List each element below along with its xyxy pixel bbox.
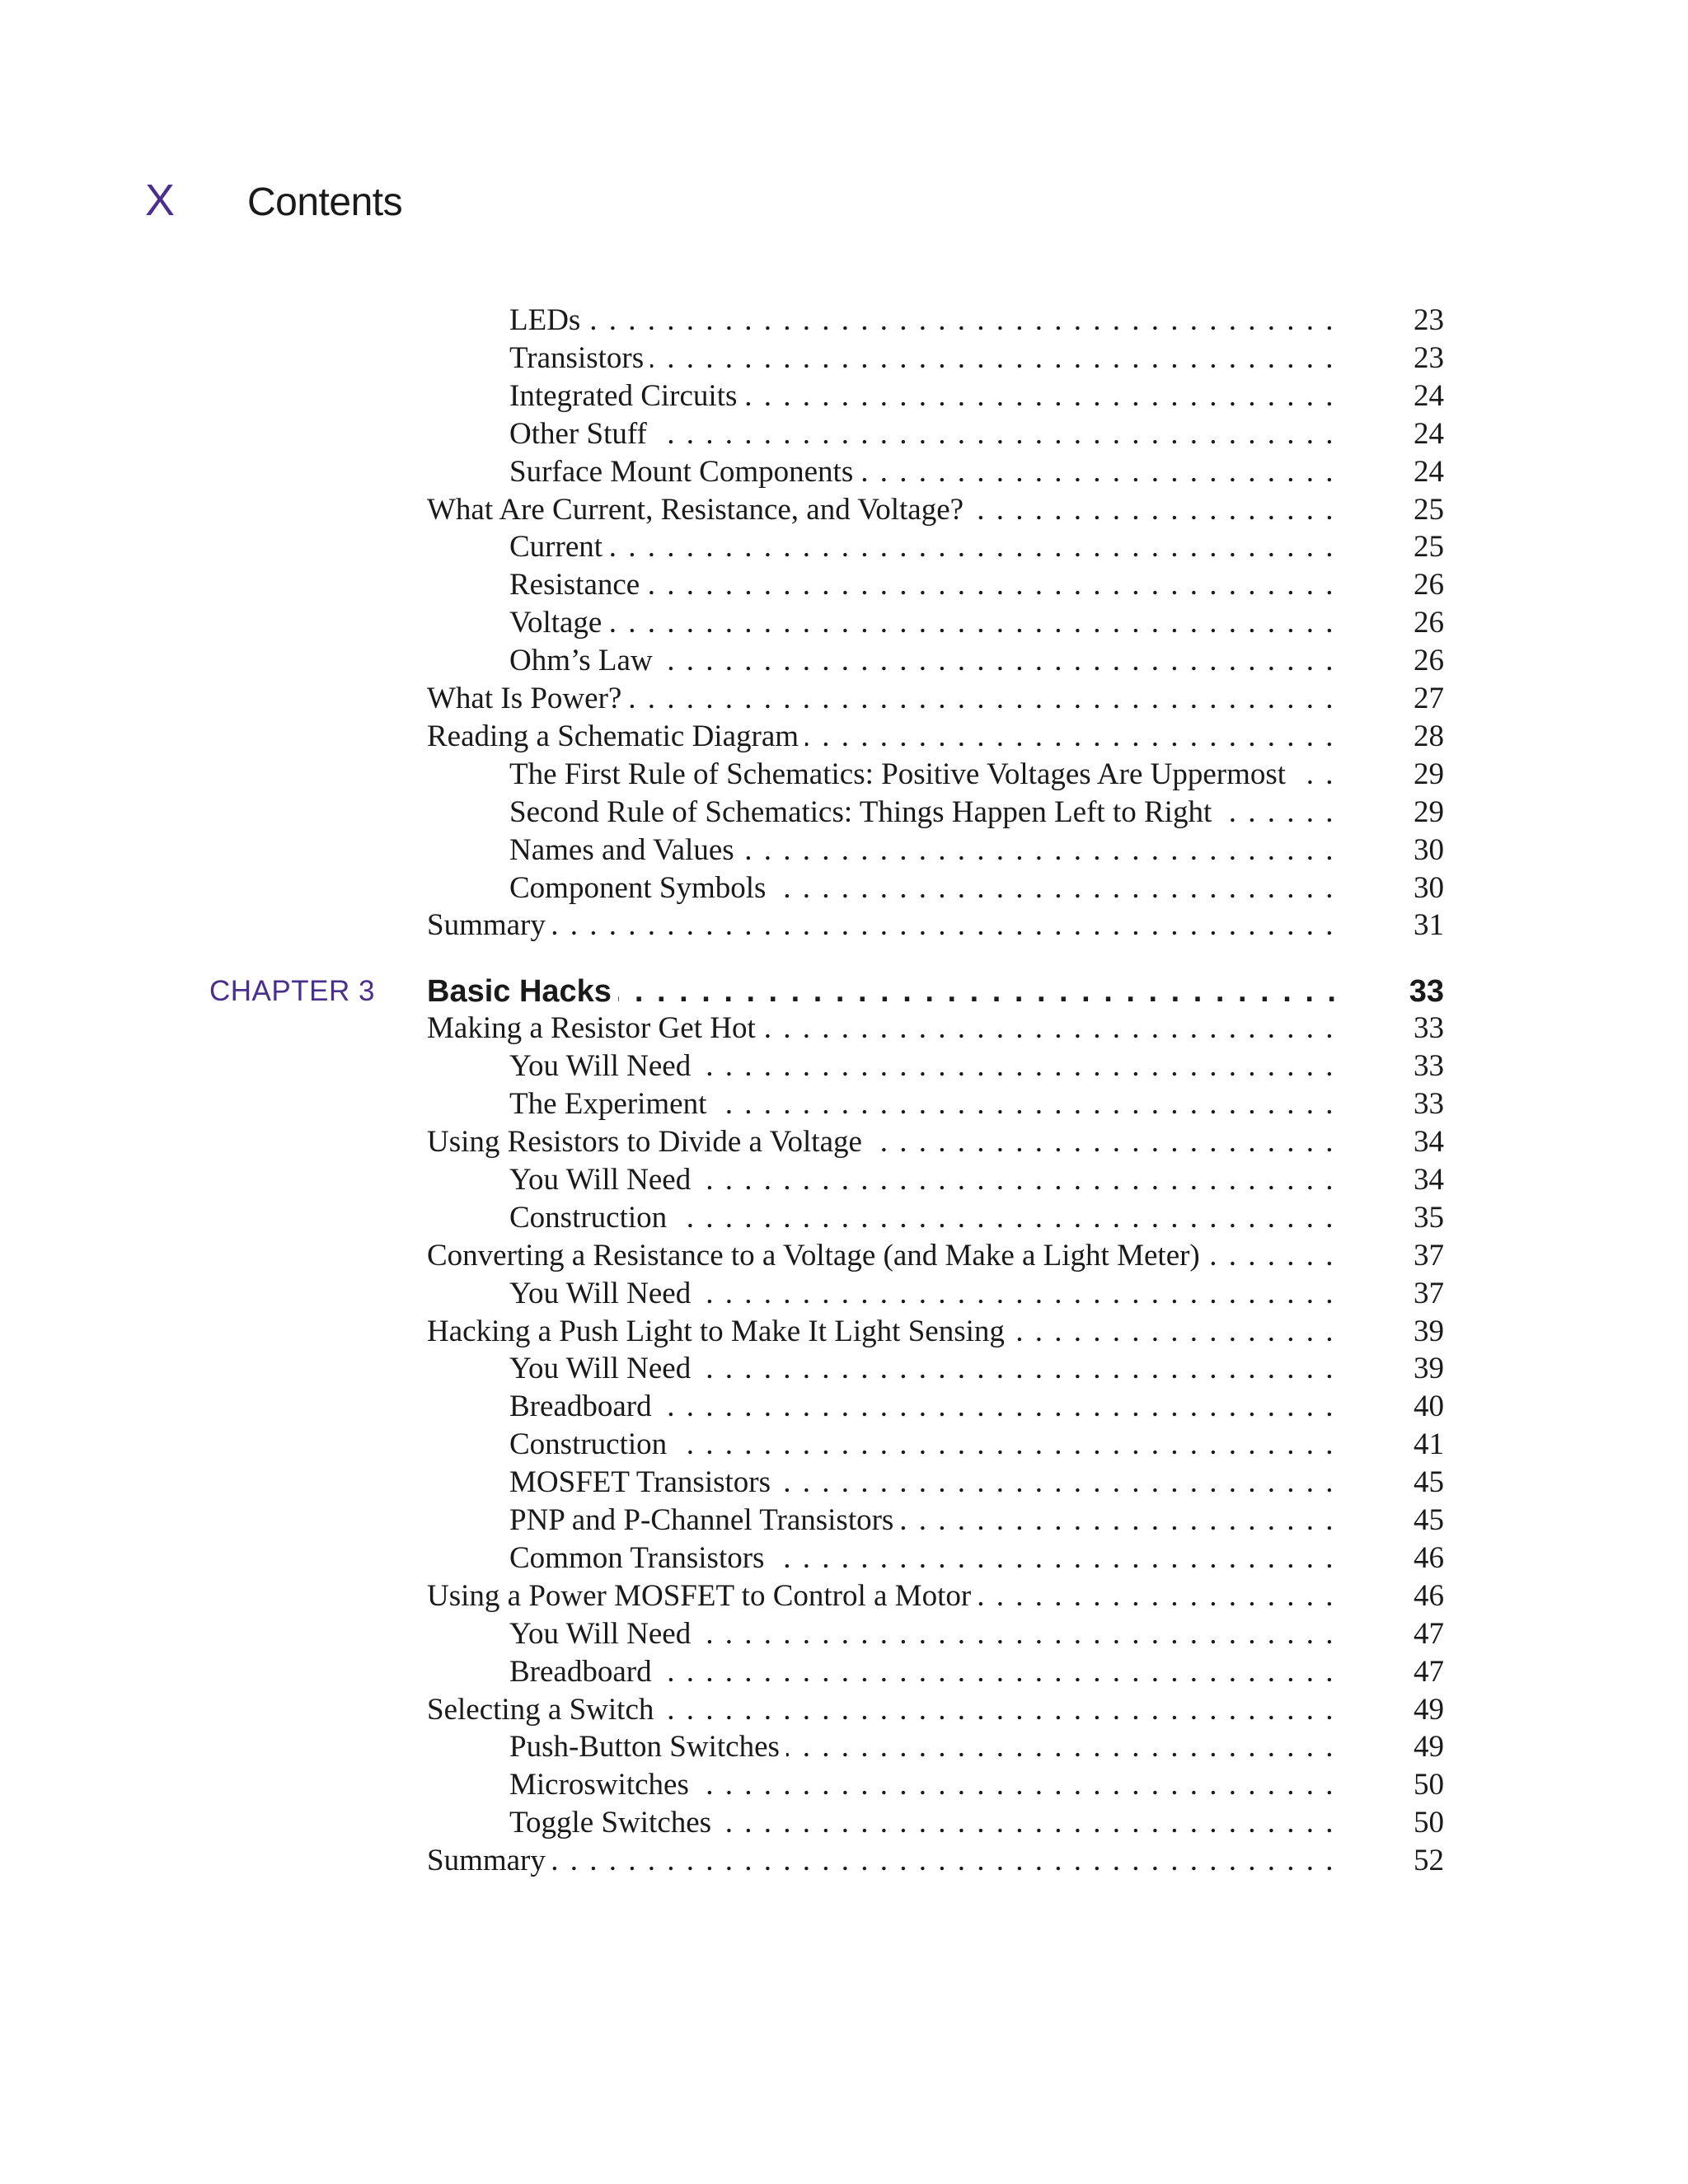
toc-entry-title: MOSFET Transistors — [509, 1465, 777, 1499]
toc-page-number: 49 — [1414, 1692, 1444, 1727]
toc-row[interactable] — [0, 453, 1688, 491]
toc-page-number: 30 — [1414, 870, 1444, 905]
toc-entry-title: Summary — [427, 1844, 552, 1877]
toc-page-number: 26 — [1414, 568, 1444, 602]
toc-page-number: 28 — [1414, 719, 1444, 753]
toc-row[interactable] — [0, 1653, 1688, 1691]
toc-entry — [509, 1388, 1335, 1426]
toc-entry — [509, 1085, 1335, 1123]
page-number: X — [145, 176, 176, 225]
toc-entry-title: Second Rule of Schematics: Things Happen Left to Right — [509, 795, 1218, 829]
toc-row[interactable] — [0, 1615, 1688, 1653]
toc-entry — [509, 869, 1335, 907]
toc-entry-title: Current — [509, 530, 609, 564]
toc-row[interactable] — [0, 1464, 1688, 1502]
toc-page-number: 34 — [1414, 1162, 1444, 1197]
toc-entry-title: Common Transistors — [509, 1541, 771, 1575]
toc-page-number: 52 — [1414, 1844, 1444, 1878]
toc-chapter-row[interactable] — [0, 971, 1688, 1009]
toc-page-number: 34 — [1414, 1125, 1444, 1159]
toc-entry — [427, 1237, 1335, 1275]
toc-entry-title: You Will Need — [509, 1352, 697, 1385]
toc-row[interactable] — [0, 1804, 1688, 1842]
toc-entry — [509, 453, 1335, 491]
toc-page-number: 33 — [1414, 1011, 1444, 1046]
toc-row[interactable] — [0, 1350, 1688, 1388]
toc-entry-title: You Will Need — [509, 1049, 697, 1083]
toc-row[interactable] — [0, 377, 1688, 415]
toc-page-number: 24 — [1414, 416, 1444, 451]
toc-page-number: 37 — [1414, 1276, 1444, 1310]
toc-page-number: 40 — [1414, 1390, 1444, 1424]
toc-row[interactable] — [0, 1426, 1688, 1464]
toc-page-number: 23 — [1414, 303, 1444, 337]
toc-row[interactable] — [0, 680, 1688, 718]
toc-entry — [509, 794, 1335, 832]
toc-row[interactable] — [0, 1577, 1688, 1615]
toc-page-number: 29 — [1414, 757, 1444, 791]
toc-page-number: 31 — [1414, 908, 1444, 943]
toc-entry-title: Using Resistors to Divide a Voltage — [427, 1125, 869, 1159]
toc-entry — [427, 1313, 1335, 1351]
toc-entry — [509, 1502, 1335, 1540]
toc-entry-title: You Will Need — [509, 1277, 697, 1310]
toc-entry — [509, 1275, 1335, 1313]
toc-entry — [427, 491, 1335, 529]
toc-entry — [427, 680, 1335, 718]
toc-entry — [509, 756, 1335, 794]
toc-page-number: 24 — [1414, 378, 1444, 413]
running-head: Contents — [247, 180, 403, 224]
toc-entry-title: Component Symbols — [509, 871, 772, 905]
toc-page-number: 50 — [1414, 1806, 1444, 1840]
toc-entry-title: You Will Need — [509, 1163, 697, 1197]
toc-entry — [509, 1464, 1335, 1502]
toc-page-number: 26 — [1414, 644, 1444, 678]
toc-entry-title: Ohm’s Law — [509, 644, 659, 677]
toc-entry — [509, 340, 1335, 377]
toc-entry — [427, 1691, 1335, 1729]
toc-entry — [509, 1804, 1335, 1842]
toc-entry-title: Breadboard — [509, 1390, 659, 1423]
toc-row[interactable] — [0, 756, 1688, 794]
toc-entry-title: The First Rule of Schematics: Positive Voltages Are Uppermost — [509, 757, 1292, 791]
toc-row[interactable] — [0, 1085, 1688, 1123]
toc-entry-title: What Is Power? — [427, 682, 628, 715]
toc-entry-title: You Will Need — [509, 1617, 697, 1651]
toc-row[interactable] — [0, 718, 1688, 756]
toc-row[interactable] — [0, 869, 1688, 907]
toc-row[interactable] — [0, 1199, 1688, 1237]
toc-entry-title: Resistance — [509, 568, 646, 602]
toc-row[interactable] — [0, 642, 1688, 680]
toc-row[interactable] — [0, 1237, 1688, 1275]
toc-row[interactable] — [0, 1540, 1688, 1577]
toc-row[interactable] — [0, 1313, 1688, 1351]
toc-page-number: 39 — [1414, 1352, 1444, 1386]
toc-row[interactable] — [0, 1275, 1688, 1313]
toc-entry-title: The Experiment — [509, 1087, 713, 1121]
toc-entry — [509, 1161, 1335, 1199]
toc-entry — [509, 832, 1335, 869]
toc-row[interactable] — [0, 1047, 1688, 1085]
toc-entry — [509, 1426, 1335, 1464]
toc-entry-title: Breadboard — [509, 1655, 659, 1689]
toc-page-number: 33 — [1414, 1087, 1444, 1122]
toc-entry — [509, 1653, 1335, 1691]
toc-row[interactable] — [0, 1123, 1688, 1161]
toc-entry — [509, 302, 1335, 340]
toc-entry-title: PNP and P-Channel Transistors — [509, 1503, 900, 1537]
toc-entry-title: Transistors — [509, 341, 650, 375]
toc-entry-title: Push-Button Switches — [509, 1730, 786, 1764]
toc-page-number: 39 — [1414, 1314, 1444, 1348]
toc-page-number: 25 — [1414, 530, 1444, 565]
toc-row[interactable] — [0, 302, 1688, 340]
toc-page-number: 46 — [1414, 1540, 1444, 1575]
toc-row[interactable] — [0, 1766, 1688, 1804]
toc-entry-title: Converting a Resistance to a Voltage (and Make a Light Meter) — [427, 1239, 1207, 1272]
toc-page-number: 49 — [1414, 1730, 1444, 1765]
toc-entry-title: Hacking a Push Light to Make It Light Sensing — [427, 1315, 1011, 1348]
toc-entry-title: Construction — [509, 1201, 673, 1235]
toc-entry — [427, 971, 1339, 1012]
toc-entry — [509, 1047, 1335, 1085]
toc-entry — [509, 642, 1335, 680]
toc-entry-title: What Are Current, Resistance, and Voltage? — [427, 493, 970, 527]
toc-page-number: 37 — [1414, 1238, 1444, 1272]
toc-entry-title: Using a Power MOSFET to Control a Motor — [427, 1579, 978, 1613]
toc-entry-title: Reading a Schematic Diagram — [427, 719, 805, 753]
toc-page-number: 24 — [1414, 454, 1444, 489]
toc-entry-title: Names and Values — [509, 833, 741, 867]
page-header — [145, 175, 402, 232]
toc-entry — [509, 1199, 1335, 1237]
toc-entry-title: Making a Resistor Get Hot — [427, 1011, 762, 1045]
toc-page-number: 23 — [1414, 340, 1444, 375]
toc-row[interactable] — [0, 340, 1688, 377]
toc-page-number: 25 — [1414, 492, 1444, 527]
toc-entry-title: Integrated Circuits — [509, 379, 743, 413]
toc-row[interactable] — [0, 491, 1688, 529]
toc-row[interactable] — [0, 1691, 1688, 1729]
toc-page-number: 35 — [1414, 1200, 1444, 1235]
toc-page-number: 47 — [1414, 1616, 1444, 1651]
toc-row[interactable] — [0, 794, 1688, 832]
toc-entry — [509, 1540, 1335, 1577]
toc-entry — [509, 1766, 1335, 1804]
toc-entry — [509, 1728, 1335, 1766]
toc-entry — [509, 566, 1335, 604]
toc-row[interactable] — [0, 1842, 1688, 1880]
toc-page-number: 27 — [1414, 682, 1444, 715]
toc-entry-title: Toggle Switches — [509, 1806, 718, 1840]
toc-page-number: 46 — [1414, 1578, 1444, 1613]
toc-entry — [427, 1577, 1335, 1615]
toc-entry — [427, 1842, 1335, 1880]
toc-entry-title: Basic Hacks — [427, 974, 618, 1009]
toc-entry — [427, 1123, 1335, 1161]
toc-entry-title: Microswitches — [509, 1768, 696, 1802]
toc-row[interactable] — [0, 832, 1688, 869]
toc-row[interactable] — [0, 1161, 1688, 1199]
toc-row[interactable] — [0, 1388, 1688, 1426]
toc-row[interactable] — [0, 1502, 1688, 1540]
toc-row[interactable] — [0, 907, 1688, 944]
toc-entry — [509, 1615, 1335, 1653]
toc-entry-title: LEDs — [509, 303, 587, 337]
toc-row[interactable] — [0, 415, 1688, 453]
toc-entry — [509, 528, 1335, 566]
toc-entry-title: Voltage — [509, 606, 608, 640]
toc-page-number: 33 — [1409, 974, 1444, 1010]
toc-page-number: 26 — [1414, 606, 1444, 640]
toc-entry — [427, 1010, 1335, 1047]
toc-entry — [509, 604, 1335, 642]
toc-entry — [427, 907, 1335, 944]
toc-row[interactable] — [0, 604, 1688, 642]
toc-entry — [509, 377, 1335, 415]
toc-row[interactable] — [0, 566, 1688, 604]
toc-entry-title: Surface Mount Components — [509, 455, 860, 489]
toc-page-number: 45 — [1414, 1503, 1444, 1537]
toc-entry-title: Construction — [509, 1427, 673, 1461]
toc-page-number: 50 — [1414, 1768, 1444, 1802]
toc-entry — [509, 415, 1335, 453]
chapter-label: CHAPTER 3 — [209, 975, 375, 1008]
toc-entry-title: Selecting a Switch — [427, 1693, 660, 1727]
toc-entry-title: Other Stuff — [509, 417, 654, 451]
toc-entry — [427, 718, 1335, 756]
toc-page-number: 47 — [1414, 1654, 1444, 1689]
toc-page-number: 29 — [1414, 794, 1444, 829]
toc-row[interactable] — [0, 1010, 1688, 1047]
toc-page-number: 45 — [1414, 1465, 1444, 1500]
toc-page-number: 33 — [1414, 1049, 1444, 1084]
toc-entry-title: Summary — [427, 908, 552, 942]
toc-row[interactable] — [0, 1728, 1688, 1766]
toc-page-number: 41 — [1414, 1427, 1444, 1462]
toc-row[interactable] — [0, 528, 1688, 566]
toc-entry — [509, 1350, 1335, 1388]
toc-page-number: 30 — [1414, 832, 1444, 867]
